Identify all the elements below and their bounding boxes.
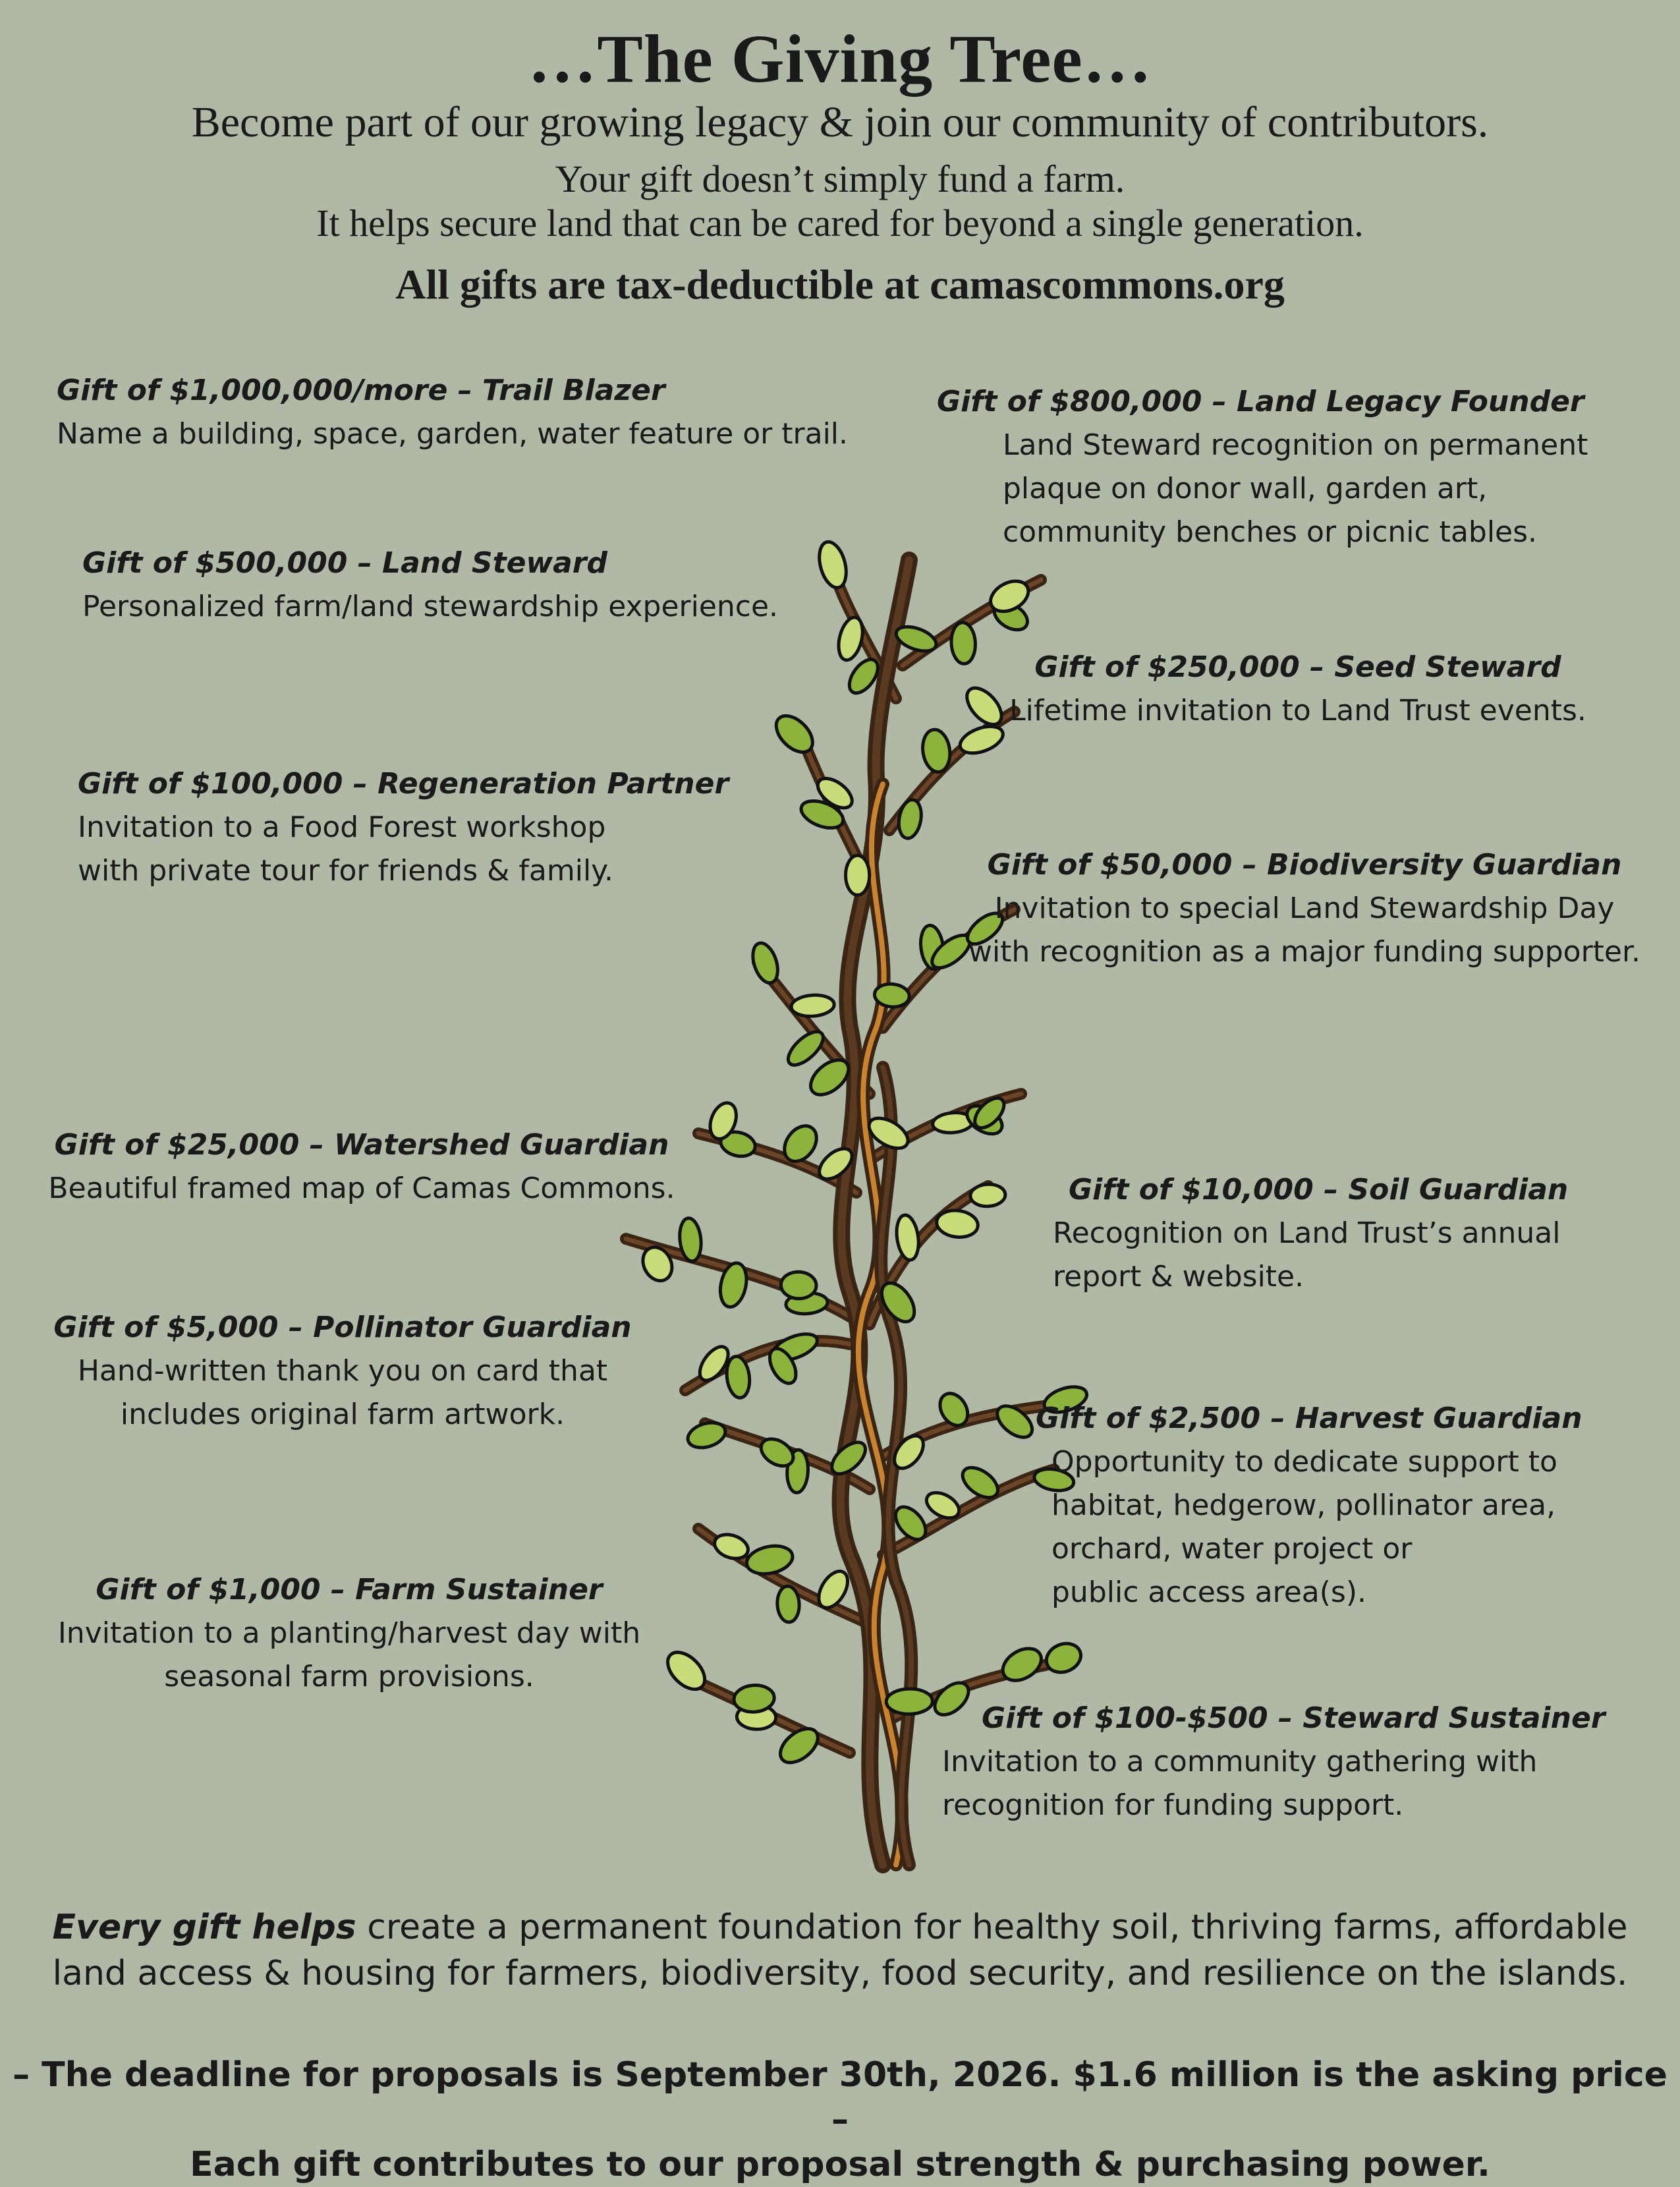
footer-emphasis: Every gift helps — [52, 1908, 356, 1947]
gift-title: Gift of $100-$500 – Steward Sustainer — [982, 1701, 1606, 1735]
gift-description: Personalized farm/land stewardship experience. — [82, 590, 779, 623]
gift-regeneration-partner — [78, 762, 729, 893]
intro-line-1: Your gift doesn’t simply fund a farm. — [555, 157, 1125, 200]
leaf-shape — [815, 539, 851, 590]
leaf-shape — [685, 1419, 728, 1452]
leaf-shape — [893, 622, 939, 656]
leaf-shape — [781, 1271, 817, 1299]
gift-title: Gift of $800,000 – Land Legacy Founder — [937, 385, 1584, 418]
footer-deadline-block — [0, 2053, 1680, 2187]
gift-steward-sustainer — [942, 1697, 1606, 1827]
leaf-shape — [748, 940, 782, 986]
gift-watershed-guardian — [36, 1123, 688, 1210]
gift-soil-guardian — [1053, 1168, 1568, 1299]
gift-land-steward — [82, 542, 778, 629]
gift-land-legacy-founder — [937, 380, 1588, 554]
gift-description: Beautiful framed map of Camas Commons. — [48, 1172, 675, 1205]
leaf-shape — [970, 1183, 1006, 1207]
leaf-shape — [920, 728, 953, 774]
deadline-line: – The deadline for proposals is September 30th, 2026. $1.6 million is the asking price – — [13, 2055, 1667, 2140]
closing-line: Each gift contributes to our proposal strength & purchasing power. — [190, 2145, 1490, 2184]
gift-seed-steward — [988, 646, 1608, 733]
gift-trail-blazer — [57, 369, 848, 456]
gift-title: Gift of $2,500 – Harvest Guardian — [1036, 1402, 1582, 1435]
gift-description: Invitation to special Land Stewardship Day with recognition as a major funding supporter. — [968, 892, 1641, 969]
leaf-shape — [886, 1688, 933, 1714]
gift-title: Gift of $5,000 – Pollinator Guardian — [53, 1311, 632, 1344]
page-subtitle: Become part of our growing legacy & join our community of contributors. — [191, 98, 1489, 146]
footer-body-line-2: land access & housing for farmers, biodiversity, food security, and resilience on the islands. — [52, 1954, 1628, 1993]
leaf-shape — [744, 1542, 795, 1577]
leaf-shape — [776, 1585, 800, 1622]
gift-farm-sustainer — [46, 1568, 652, 1699]
gift-description: Lifetime invitation to Land Trust events. — [1009, 694, 1586, 727]
gift-description: Invitation to a Food Forest workshop with private tour for friends & family. — [78, 810, 613, 888]
gift-title: Gift of $50,000 – Biodiversity Guardian — [987, 848, 1622, 882]
gift-title: Gift of $25,000 – Watershed Guardian — [54, 1128, 669, 1162]
gift-description: Hand-written thank you on card that includes original farm artwork. — [77, 1354, 608, 1431]
gift-title: Gift of $1,000,000/more – Trail Blazer — [57, 374, 665, 407]
leaf-shape — [894, 1214, 921, 1261]
leaf-shape — [1042, 1639, 1085, 1678]
gift-harvest-guardian — [1036, 1397, 1582, 1614]
page-title: …The Giving Tree… — [528, 21, 1152, 97]
gift-title: Gift of $500,000 – Land Steward — [82, 546, 608, 580]
leaf-shape — [791, 994, 835, 1017]
leaf-shape — [835, 615, 866, 662]
leaf-shape — [846, 855, 870, 895]
leaf-shape — [774, 1722, 824, 1769]
gift-description: Invitation to a planting/harvest day with seasonal farm provisions. — [57, 1616, 641, 1693]
tax-deductible-line: All gifts are tax-deductible at camascommons.org — [395, 261, 1285, 308]
footer-body-line-1: create a permanent foundation for healthy soil, thriving farms, affordable — [356, 1908, 1628, 1947]
gift-title: Gift of $1,000 – Farm Sustainer — [96, 1573, 603, 1606]
gift-description: Invitation to a community gathering with recognition for funding support. — [942, 1745, 1538, 1822]
intro-line-2: It helps secure land that can be cared for beyond a single generation. — [316, 202, 1364, 244]
gift-description: Land Steward recognition on permanent plaque on donor wall, garden art, community benches or picnic tables. — [1003, 428, 1588, 549]
tree-trunk — [841, 560, 912, 1865]
gift-biodiversity-guardian — [942, 843, 1667, 974]
leaf-shape — [935, 1208, 979, 1239]
gift-pollinator-guardian — [46, 1306, 639, 1436]
gift-description: Opportunity to dedicate support to habitat, hedgerow, pollinator area, orchard, water project or public access area(s). — [1051, 1445, 1557, 1609]
leaf-shape — [896, 798, 924, 840]
leaf-shape — [874, 982, 910, 1008]
footer-statement — [0, 1904, 1680, 1997]
leaf-shape — [733, 1684, 775, 1714]
gift-description: Name a building, space, garden, water feature or trail. — [57, 417, 848, 451]
gift-title: Gift of $250,000 – Seed Steward — [1034, 650, 1561, 684]
gift-description: Recognition on Land Trust’s annual report & website. — [1053, 1216, 1561, 1293]
gift-title: Gift of $100,000 – Regeneration Partner — [78, 767, 729, 801]
gift-title: Gift of $10,000 – Soil Guardian — [1069, 1173, 1569, 1207]
leaf-shape — [950, 622, 976, 664]
